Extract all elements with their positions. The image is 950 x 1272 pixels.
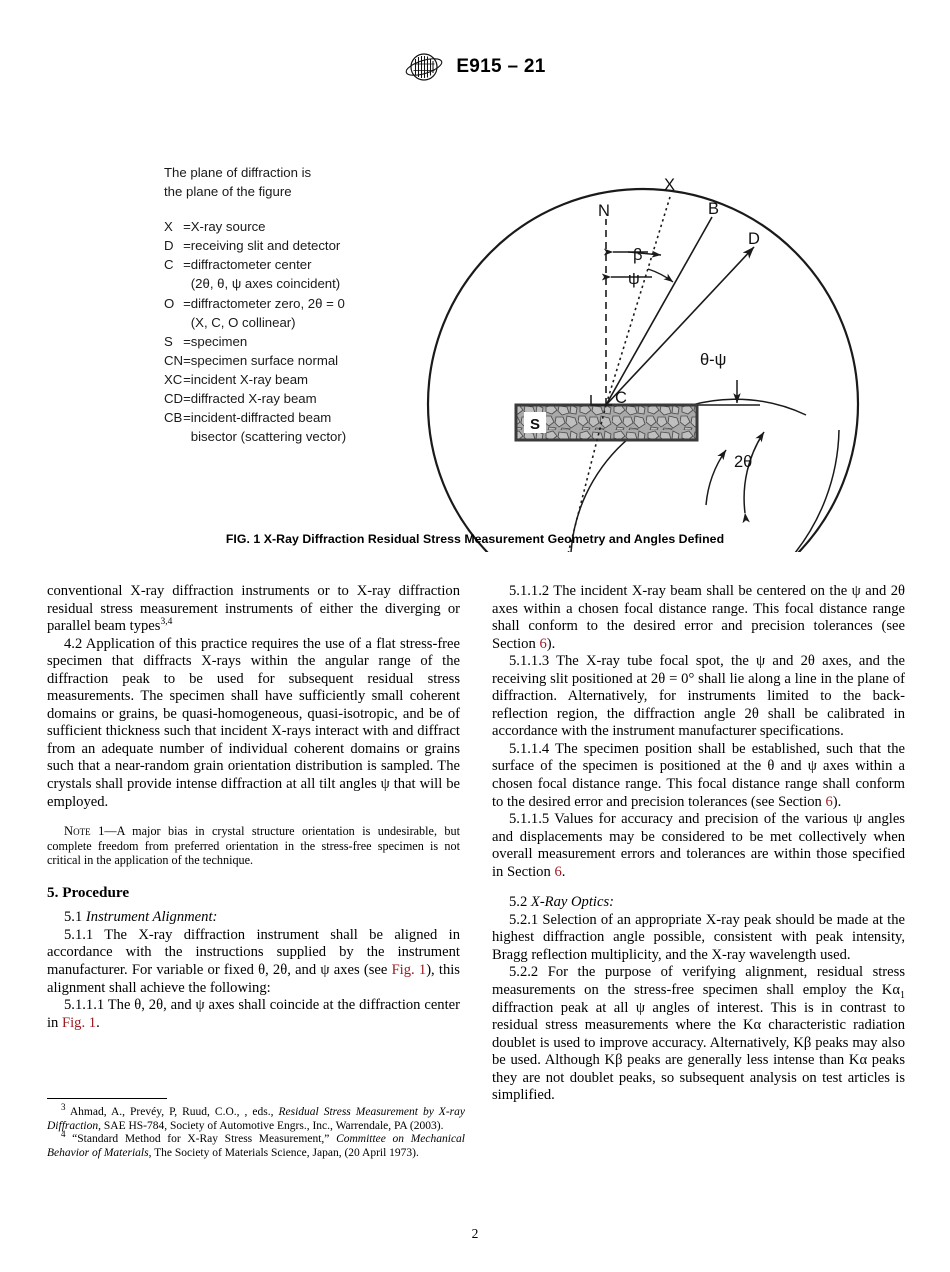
page-header	[0, 52, 950, 82]
footnote-3	[47, 1102, 465, 1133]
label-theta-minus-psi: θ-ψ	[700, 351, 727, 369]
para-5-1-1-text-a: 5.1.1 The X-ray diffraction instrument shall be aligned in accordance with the instructions supplied by the instrument manufacturer. For variable or fixed θ, 2θ, and ψ axes (see	[47, 926, 460, 978]
legend-symbol: C	[164, 257, 174, 273]
label-two-theta: 2θ	[734, 453, 753, 471]
legend-intro-line1: The plane of diffraction is	[164, 165, 312, 180]
legend-symbol: S	[164, 333, 173, 349]
legend-definition: diffractometer center	[190, 257, 312, 273]
section-5-heading: 5. Procedure	[47, 884, 130, 902]
para-5-1-1-5-text-b: .	[561, 863, 566, 880]
footnote-ref-3-4: 3,4	[160, 617, 173, 628]
para-5-1-1-1-text-b: .	[96, 1014, 100, 1031]
para-5-1-1-2-text-b: ).	[546, 635, 556, 652]
para-5-1-1-2	[492, 583, 905, 653]
footnote-3-text-b: , SAE HS-784, Society of Automotive Engrs., Inc., Warrendale, PA (2003).	[98, 1119, 444, 1132]
footnote-4-number: 4	[61, 1129, 66, 1140]
footnote-3-text-a: Ahmad, A., Prevéy, P, Ruud, C.O., , eds.,	[65, 1106, 279, 1118]
specimen-block	[516, 405, 697, 440]
subsection-5-1-heading	[47, 909, 460, 927]
subsection-5-2-heading	[492, 894, 905, 912]
theta-minus-psi-arc-inner	[706, 450, 726, 505]
para-5-1-1	[47, 927, 460, 997]
footnote-4-text-a: “Standard Method for X-Ray Stress Measurement,”	[65, 1133, 337, 1146]
legend-definition: incident-diffracted beam	[190, 410, 332, 426]
xref-section-6[interactable]: 6	[825, 793, 833, 810]
page-number: 2	[471, 1226, 479, 1241]
xref-fig-1[interactable]: Fig. 1	[391, 961, 427, 978]
para-5-1-1-5-text-a: 5.1.1.5 Values for accuracy and precision of the various ψ angles and displacements may be considered to be met collectively when overall measurement errors and tolerances are within those specified in Section	[492, 811, 905, 880]
theta-minus-psi-arc	[744, 432, 764, 513]
footnotes-block	[47, 1098, 465, 1160]
para-5-2-1: 5.2.1 Selection of an appropriate X-ray peak should be made at the highest diffraction angle possible, consistent with peak intensity, Bragg reflection multiplicity, and the X-ray wavelength used.	[492, 911, 905, 963]
xref-fig-1[interactable]: Fig. 1	[62, 1014, 97, 1031]
footnote-3-number: 3	[61, 1102, 66, 1113]
label-c-center: C	[615, 389, 627, 407]
para-5-1-1-5	[492, 811, 905, 881]
diffraction-geometry-diagram	[0, 92, 950, 552]
legend-definition-2: (2θ, θ, ψ axes coincident)	[190, 276, 341, 292]
legend-equals: =	[183, 333, 191, 349]
legend-definition: incident X-ray beam	[190, 371, 309, 387]
footnote-4	[47, 1129, 466, 1160]
focusing-circle	[428, 189, 858, 552]
note-text: —A major bias in crystal structure orientation is undesirable, but complete freedom from preferred orientation in the stress-free specimen is not critical in the application of the technique.	[47, 824, 460, 867]
xref-section-6[interactable]: 6	[554, 863, 562, 880]
para-5-1-1-4-text-b: ).	[832, 793, 842, 810]
para-4-1-text: conventional X-ray diffraction instruments or to X-ray diffraction residual stress measurement instruments of either the diverging or parallel beam types	[47, 583, 460, 635]
para-5-1-1-4-text-a: 5.1.1.4 The specimen position shall be established, such that the surface of the specimen is positioned at the θ and ψ axes within a chosen focal distance range. This focal distance range shall conform to the desired error and precision tolerances (see Section	[492, 740, 905, 810]
para-5-1-1-text-b: ), this alignment shall achieve the following:	[47, 961, 460, 996]
para-5-2-2	[492, 964, 905, 1104]
para-4-2: 4.2 Application of this practice requires the use of a flat stress-free specimen that diffracts X-rays within the angular range of the diffraction peak to be used for subsequent residual stress measurements. The specimen shall have sufficiently small coherent domains or grains, be quasi-homogeneous, quasi-isotropic, and be of sufficient thickness such that incident X-rays interact with and diffract from an adequate number of individual coherent domains or grains such that a near-random grain orientation distribution is sampled. The crystals shall provide intense diffraction at all tilt angles ψ that will be employed.	[47, 635, 460, 810]
label-beta: β	[633, 246, 643, 264]
legend-symbol: CD	[164, 391, 184, 407]
label-b-bisector: B	[708, 200, 720, 218]
para-5-1-1-2-text-a: 5.1.1.2 The incident X-ray beam shall be centered on the ψ and 2θ axes within a chosen focal distance range. This focal distance range shall conform to the desired error and precision tolerances (see Section	[492, 583, 905, 652]
note-1	[47, 824, 460, 867]
legend-equals: =	[183, 219, 191, 235]
legend-definition-2: bisector (scattering vector)	[190, 429, 347, 445]
para-5-2-2-text-a: 5.2.2 For the purpose of verifying alignment, residual stress measurements on the stress-free specimen shall employ the Kα	[492, 964, 905, 999]
legend-definition: diffracted X-ray beam	[190, 391, 317, 407]
para-4-1-continuation	[47, 583, 460, 636]
k-alpha-subscript: 1	[900, 989, 905, 1001]
legend-definition: specimen	[190, 333, 248, 349]
legend-definition: X-ray source	[190, 219, 266, 235]
legend-equals: =	[183, 238, 191, 254]
legend-symbol: XC	[164, 371, 183, 387]
legend-equals: =	[183, 295, 191, 311]
xref-section-6[interactable]: 6	[539, 635, 547, 652]
incident-beam-line	[606, 197, 670, 405]
legend-symbol: D	[164, 238, 174, 254]
label-d-detector: D	[748, 230, 760, 248]
para-5-1-1-4	[492, 741, 905, 811]
subsection-5-1-number: 5.1	[64, 909, 83, 926]
figure-1	[0, 92, 950, 552]
legend-equals: =	[183, 371, 191, 387]
subsection-5-2-number: 5.2	[509, 894, 528, 911]
legend-definition-2: (X, C, O collinear)	[190, 314, 296, 330]
left-column	[47, 583, 460, 1032]
para-5-1-1-3: 5.1.1.3 The X-ray tube focal spot, the ψ and 2θ axes, and the receiving slit positioned at 2θ = 0° shall lie along a line in the plane of diffraction. Alternatively, for instruments limited to the back-reflection region, the diffraction angle 2θ shall be calibrated in accordance with the instrument manufacturer specifications.	[492, 653, 905, 740]
note-label: Note 1	[64, 824, 105, 839]
legend-intro-line2: the plane of the figure	[164, 183, 292, 199]
legend-symbol: CN	[164, 352, 184, 368]
legend-definition: receiving slit and detector	[190, 238, 341, 254]
standard-designation: E915 – 21	[456, 56, 546, 77]
para-5-1-1-1-text-a: 5.1.1.1 The θ, 2θ, and ψ axes shall coincide at the diffraction center in	[47, 997, 460, 1031]
astm-logo-icon	[404, 52, 444, 82]
para-5-1-1-1	[47, 997, 460, 1032]
subsection-5-2-title: X-Ray Optics:	[530, 894, 614, 911]
legend-symbol: X	[164, 219, 173, 235]
legend-equals: =	[183, 257, 191, 273]
footnote-3-title: Residual Stress Measurement by X-ray Diffraction	[47, 1106, 465, 1132]
label-psi: ψ	[628, 270, 640, 288]
label-x-source: X	[664, 176, 676, 194]
footnote-4-text-b: , The Society of Materials Science, Japan, (20 April 1973).	[148, 1146, 419, 1159]
specimen-label: S	[530, 416, 541, 433]
bisector-line	[606, 217, 712, 405]
footnote-4-title: Committee on Mechanical Behavior of Materials	[47, 1133, 466, 1159]
para-5-2-2-text-b: diffraction peak at all ψ angles of interest. This is in contrast to residual stress measurements where the Kα characteristic radiation doublet is used to improve accuracy. Alternatively, Kβ peaks may also be used. Although Kβ peaks are generally less intense than Kα peaks they are not doublet peaks, so subsequent analysis on test articles is simplified.	[492, 999, 905, 1104]
legend-symbol: CB	[164, 410, 183, 426]
legend-equals: =	[183, 410, 191, 426]
legend-definition: diffractometer zero, 2θ = 0	[190, 295, 345, 311]
label-n-normal: N	[598, 202, 610, 220]
figure-caption: FIG. 1 X-Ray Diffraction Residual Stress Measurement Geometry and Angles Defined	[225, 532, 725, 546]
legend-symbol: O	[164, 295, 175, 311]
psi-arc	[648, 269, 673, 282]
footnote-separator-rule	[47, 1098, 167, 1099]
right-column	[492, 583, 905, 1105]
legend-equals: =	[183, 352, 191, 368]
legend-equals: =	[183, 391, 191, 407]
subsection-5-1-title: Instrument Alignment:	[85, 909, 218, 926]
legend-definition: specimen surface normal	[190, 352, 339, 368]
